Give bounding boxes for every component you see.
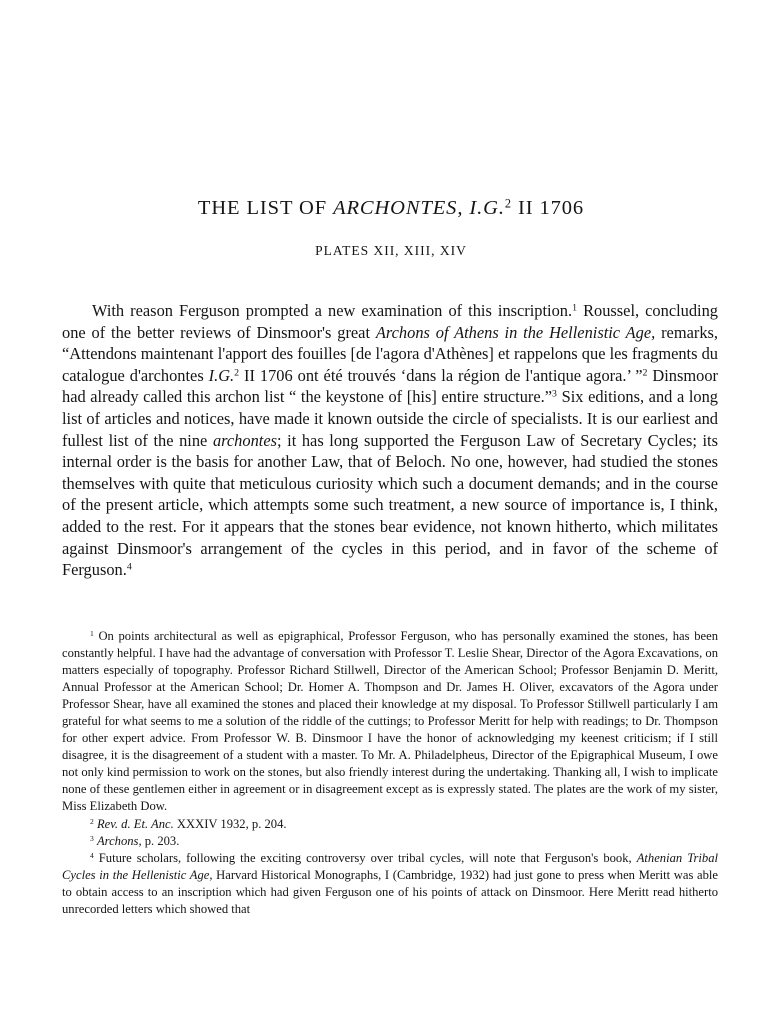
archontes-term: archontes <box>212 430 277 450</box>
footnote-4 <box>62 850 718 918</box>
footnote-text: Future scholars, following the exciting controversy over tribal cycles, will note that Ferguson's book, <box>93 850 637 865</box>
main-text <box>62 300 718 581</box>
footnote-text: On points architectural as well as epigraphical, Professor Ferguson, who has personally examined the stones, has been constantly helpful. I have had the advantage of conversation with Professor T. Leslie Shear, Director of the Agora Excavations, on matters especially of topography. Professor Richard Stillwell, Director of the American School; Professor Benjamin D. Meritt, Annual Professor at the American School; Dr. Homer A. Thompson and Dr. James H. Oliver, excavators of the Agora under Professor Shear, have all examined the stones and placed their knowledge at my disposal. To Professor Stillwell particularly I am grateful for what seems to me a solution of the riddle of the cuttings; to Professor Meritt for help with readings; to Dr. Thompson for other expert advice. From Professor W. B. Dinsmoor I have the honor of acknowledging my keenest criticism; if I still disagree, it is the disagreement of a student with a master. To Mr. A. Philadelpheus, Director of the Epigraphical Museum, I owe not only kind permission to work on the stones, but also friendly interest during the undertaking. Thanking all, I wish to implicate none of these gentlemen either in agreement or in disagreement except as is expressly stated. The plates are the work of my sister, Miss Elizabeth Dow. <box>62 629 718 814</box>
footnotes <box>62 628 718 918</box>
title-ig-superscript: 2 <box>504 196 512 211</box>
body-text-4: II 1706 ont été trouvés ‘dans la région de l'antique agora.’ ” <box>239 365 643 385</box>
body-text-2: Roussel, concluding one of the better reviews of Dinsmoor's great <box>62 301 718 342</box>
footnote-mark: 2 <box>90 816 94 826</box>
ig-reference: I.G. <box>208 365 235 385</box>
footnote-ref-1: 1 <box>572 302 578 314</box>
footnote-2 <box>62 816 718 833</box>
footnote-text: XXXIV 1932, p. 204. <box>173 816 287 831</box>
footnote-mark: 4 <box>90 850 94 860</box>
body-paragraph <box>62 300 718 581</box>
article-title <box>0 197 782 220</box>
footnote-ref-3: 3 <box>552 388 557 400</box>
body-text-6: Six editions, and a long list of articles and notices, have made it known outside the circle of specialists. It is our earliest and fullest list of the nine <box>62 387 719 450</box>
footnote-text: Harvard Historical Monographs, I (Cambridge, 1932) had just gone to press when Meritt was able to obtain access to an inscription which had given Ferguson one of his points of attack on Dinsmoor. Here Meritt read hitherto unrecorded letters which showed that <box>62 867 719 916</box>
title-archontes: ARCHONTES, <box>333 197 464 219</box>
body-text-1: With reason Ferguson prompted a new examination of this inscription. <box>92 301 573 320</box>
footnote-ref-2: 2 <box>642 367 648 379</box>
footnote-citation: Archons, <box>96 833 142 848</box>
footnote-1 <box>62 628 718 816</box>
body-text-7: ; it has long supported the Ferguson Law of Secretary Cycles; its internal order is the basis for another Law, that of Beloch. No one, however, had studied the stones themselves with quite that meticulous curiosity which such a document demands; and in the course of the present article, which attempts some such treatment, a new source of importance is, I think, added to the rest. For it appears that the stones bear evidence, not known hitherto, which militates against Dinsmoor's arrangement of the cycles in this period, and in favor of the scheme of Ferguson. <box>62 430 718 580</box>
ig-superscript: 2 <box>234 367 240 379</box>
footnote-citation: Athenian Tribal Cycles in the Hellenistic Age, <box>62 850 718 882</box>
body-text-3: remarks, “Attendons maintenant l'apport des fouilles [de l'agora d'Athènes] et rappelons que les fragments du catalogue d'archontes <box>62 322 718 385</box>
book-title: Archons of Athens in the Hellenistic Age, <box>375 322 656 342</box>
footnote-text: p. 203. <box>141 833 180 848</box>
plates-subtitle: PLATES XII, XIII, XIV <box>315 243 467 258</box>
footnote-citation: Rev. d. Et. Anc. <box>96 816 174 831</box>
title-suffix: II 1706 <box>511 197 585 219</box>
title-ig: I.G. <box>469 197 505 219</box>
footnote-mark: 1 <box>90 628 94 638</box>
footnote-3 <box>62 833 718 850</box>
footnote-ref-4: 4 <box>126 561 132 573</box>
title-prefix: THE LIST OF <box>197 197 334 219</box>
body-text-5: Dinsmoor had already called this archon list “ the keystone of [his] entire structure.” <box>62 365 718 407</box>
footnote-mark: 3 <box>90 833 94 843</box>
